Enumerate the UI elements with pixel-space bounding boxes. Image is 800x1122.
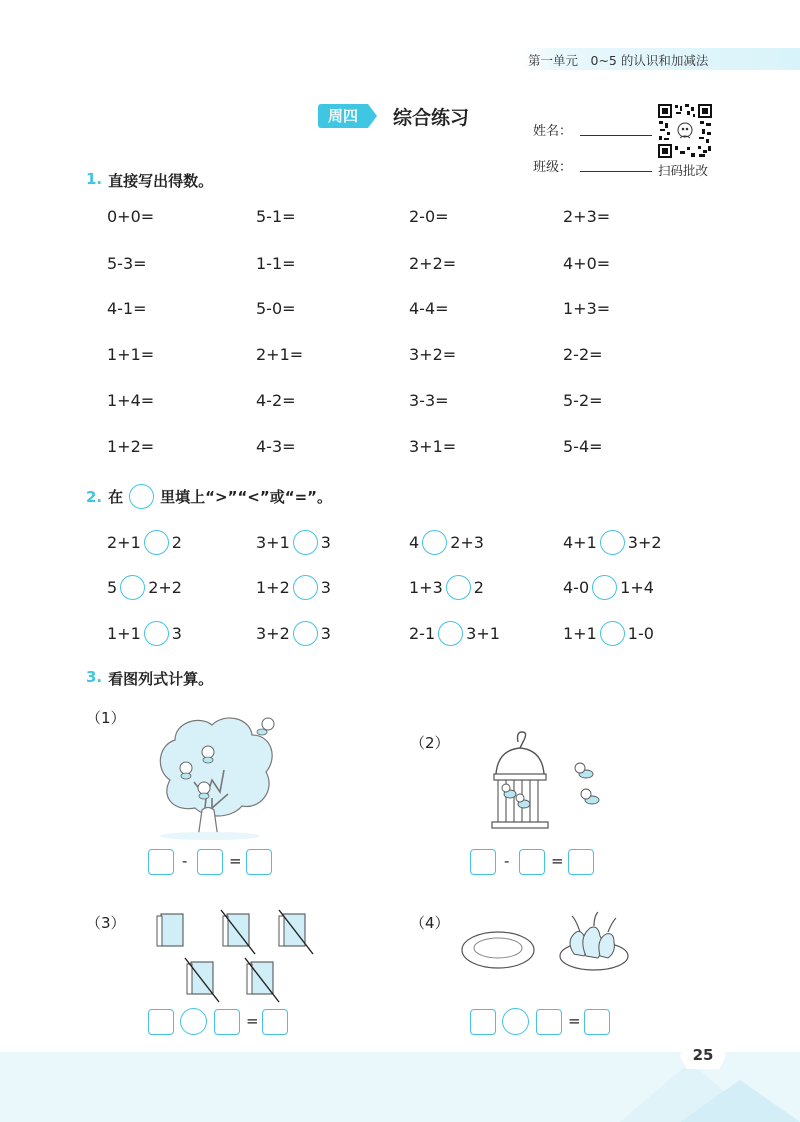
left-expression: 3+1 [256,533,290,552]
comparison-item [563,575,654,600]
right-expression: 3+1 [466,624,500,643]
answer-box[interactable] [148,1009,174,1035]
example-circle-icon [129,484,154,509]
answer-box[interactable] [584,1009,610,1035]
left-expression: 1+1 [107,624,141,643]
problem-label: （1） [86,709,126,727]
problem: 5-2= [563,391,603,410]
problem: 1+2= [107,437,155,456]
left-expression: 2-1 [409,624,436,643]
problem: 2+1= [256,345,304,364]
problem: 2-0= [409,207,449,226]
problem-label: （2） [410,734,450,752]
problem-label: （4） [410,914,450,932]
right-expression: 3 [320,533,331,552]
left-expression: 3+2 [256,624,290,643]
problem: 3+2= [409,345,457,364]
comparison-item [563,621,654,646]
page-number: 25 [692,1046,714,1064]
section-title-prefix: 在 [108,488,124,506]
answer-box[interactable] [519,849,545,875]
section-number: 2. [86,487,103,506]
right-expression: 1-0 [627,624,654,643]
answer-circle[interactable] [600,621,625,646]
operator-circle[interactable] [502,1008,529,1035]
right-expression: 3 [320,578,331,597]
section-title: 看图列式计算。 [108,670,214,688]
comparison-item [409,575,484,600]
answer-box[interactable] [536,1009,562,1035]
unit-title: 第一单元 0~5 的认识和加减法 [528,53,709,68]
section-title-suffix: 里填上“>”“<”或“=”。 [160,488,333,506]
page-title: 综合练习 [393,107,470,129]
comparison-item [256,530,331,555]
equals-sign: = [568,1012,581,1030]
comparison-item [256,621,331,646]
problem: 2-2= [563,345,603,364]
problem: 2+2= [409,254,457,273]
section-title: 直接写出得数。 [108,172,214,190]
problem: 4-1= [107,299,147,318]
section-number: 1. [86,170,103,188]
right-expression: 3 [171,624,182,643]
name-label: 姓名： [533,124,573,139]
answer-circle[interactable] [438,621,463,646]
equals-sign: = [229,852,242,870]
answer-circle[interactable] [422,530,447,555]
books-illustration [155,908,325,1004]
right-expression: 2+2 [148,578,182,597]
problem: 1+4= [107,391,155,410]
answer-circle[interactable] [293,530,318,555]
answer-circle[interactable] [293,621,318,646]
day-badge-arrow [368,104,377,128]
problem: 4-4= [409,299,449,318]
comparison-item [107,530,182,555]
section-3-heading [86,668,213,689]
answer-circle[interactable] [120,575,145,600]
operator-circle[interactable] [180,1008,207,1035]
answer-circle[interactable] [592,575,617,600]
answer-box[interactable] [197,849,223,875]
answer-circle[interactable] [600,530,625,555]
answer-box[interactable] [148,849,174,875]
name-field[interactable] [580,135,652,136]
answer-box[interactable] [470,1009,496,1035]
answer-circle[interactable] [144,530,169,555]
problem: 4-2= [256,391,296,410]
answer-box[interactable] [568,849,594,875]
problem: 1+1= [107,345,155,364]
qr-caption: 扫码批改 [658,163,709,178]
section-1-heading [86,170,213,191]
comparison-item [256,575,331,600]
left-expression: 4-0 [563,578,590,597]
problem: 5-3= [107,254,147,273]
answer-circle[interactable] [293,575,318,600]
left-expression: 4+1 [563,533,597,552]
answer-box[interactable] [214,1009,240,1035]
problem: 5-4= [563,437,603,456]
comparison-item [409,530,484,555]
answer-box[interactable] [246,849,272,875]
qr-code-icon[interactable] [658,104,712,158]
class-label: 班级： [533,160,573,175]
plates-with-pears-illustration [460,908,640,980]
minus-sign: - [182,852,188,870]
minus-sign: - [504,852,510,870]
left-expression: 5 [107,578,118,597]
answer-box[interactable] [470,849,496,875]
problem: 4-3= [256,437,296,456]
problem: 2+3= [563,207,611,226]
answer-circle[interactable] [446,575,471,600]
comparison-item [107,621,182,646]
left-expression: 1+1 [563,624,597,643]
right-expression: 2+3 [450,533,484,552]
answer-circle[interactable] [144,621,169,646]
problem: 4+0= [563,254,611,273]
problem-label: （3） [86,914,126,932]
problem: 5-0= [256,299,296,318]
left-expression: 2+1 [107,533,141,552]
left-expression: 4 [409,533,420,552]
problem: 3-3= [409,391,449,410]
problem: 0+0= [107,207,155,226]
equals-sign: = [246,1012,259,1030]
comparison-item [409,621,500,646]
problem: 3+1= [409,437,457,456]
problem: 1+3= [563,299,611,318]
right-expression: 3 [320,624,331,643]
problem: 5-1= [256,207,296,226]
left-expression: 1+2 [256,578,290,597]
equals-sign: = [551,852,564,870]
birdcage-with-birds-illustration [488,728,618,830]
answer-box[interactable] [262,1009,288,1035]
right-expression: 1+4 [620,578,654,597]
problem: 1-1= [256,254,296,273]
right-expression: 3+2 [627,533,662,552]
section-number: 3. [86,668,103,686]
day-badge: 周四 [318,104,368,128]
section-2-heading [86,484,332,509]
right-expression: 2 [473,578,484,597]
comparison-item [107,575,182,600]
class-field[interactable] [580,171,652,172]
tree-with-birds-illustration [150,710,290,840]
right-expression: 2 [171,533,182,552]
comparison-item [563,530,662,555]
left-expression: 1+3 [409,578,443,597]
